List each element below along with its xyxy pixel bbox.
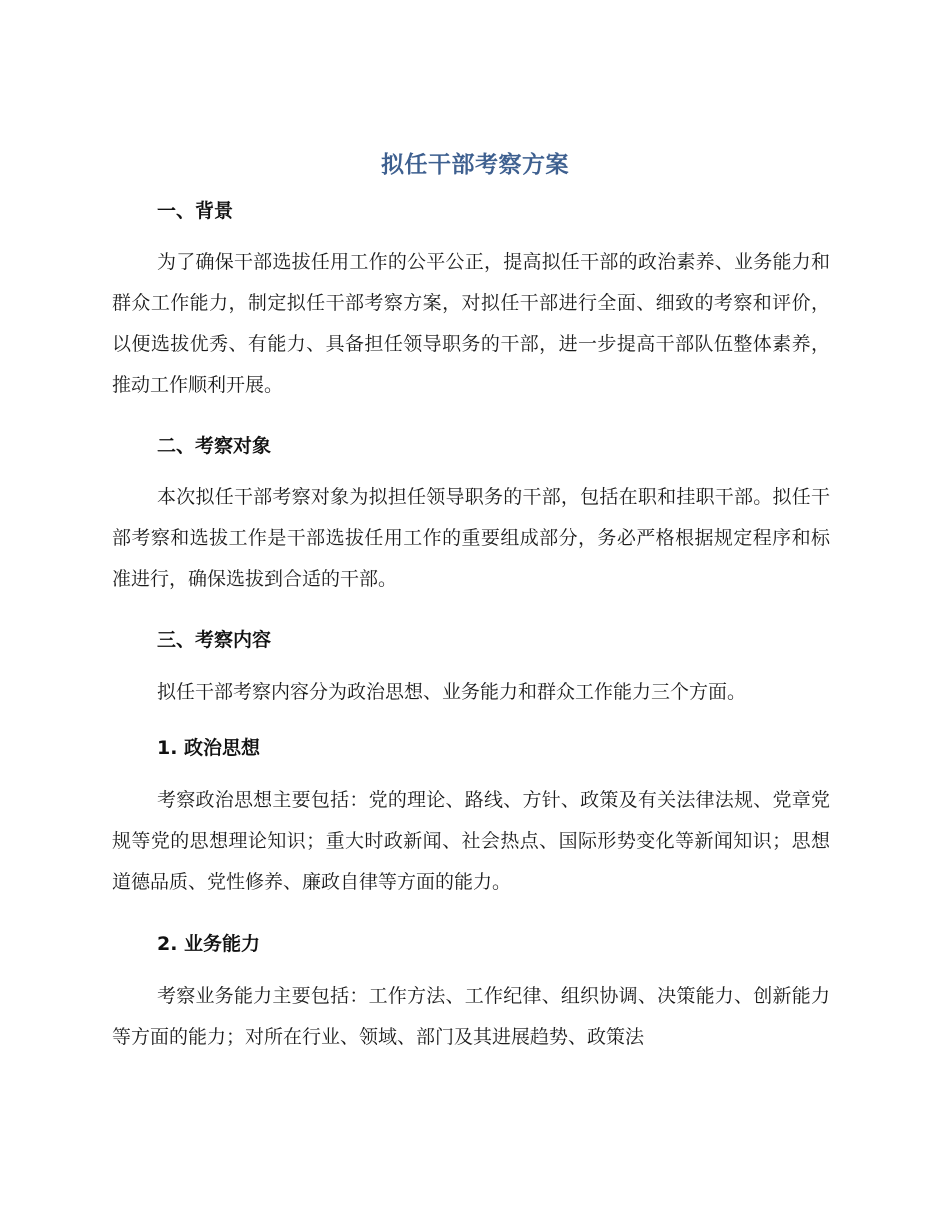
document-title: 拟任干部考察方案 — [381, 152, 569, 178]
section-heading-background: 一、背景 — [157, 200, 234, 222]
section-paragraph-background: 为了确保干部选拔任用工作的公平公正，提高拟任干部的政治素养、业务能力和群众工作能力，制定拟任干部考察方案，对拟任干部进行全面、细致的考察和评价，以便选拔优秀、有能力、具备担任领导职务的干部，进一步提高干部队伍整体素养，推动工作顺利开展。 — [112, 251, 830, 396]
section-paragraph-subject: 本次拟任干部考察对象为拟担任领导职务的干部，包括在职和挂职干部。拟任干部考察和选拔工作是干部选拔任用工作的重要组成部分，务必严格根据规定程序和标准进行，确保选拔到合适的干部。 — [112, 486, 830, 590]
section-paragraph-political: 考察政治思想主要包括：党的理论、路线、方针、政策及有关法律法规、党章党规等党的思想理论知识；重大时政新闻、社会热点、国际形势变化等新闻知识；思想道德品质、党性修养、廉政自律等方面的能力。 — [112, 789, 830, 893]
section-heading-subject: 二、考察对象 — [157, 435, 272, 457]
section-paragraph-business: 考察业务能力主要包括：工作方法、工作纪律、组织协调、决策能力、创新能力等方面的能力；对所在行业、领域、部门及其进展趋势、政策法 — [112, 985, 830, 1048]
section-paragraph-content: 拟任干部考察内容分为政治思想、业务能力和群众工作能力三个方面。 — [157, 681, 747, 703]
section-heading-business: 2. 业务能力 — [157, 933, 261, 955]
section-heading-content: 三、考察内容 — [157, 629, 272, 651]
section-heading-political: 1. 政治思想 — [157, 737, 261, 759]
